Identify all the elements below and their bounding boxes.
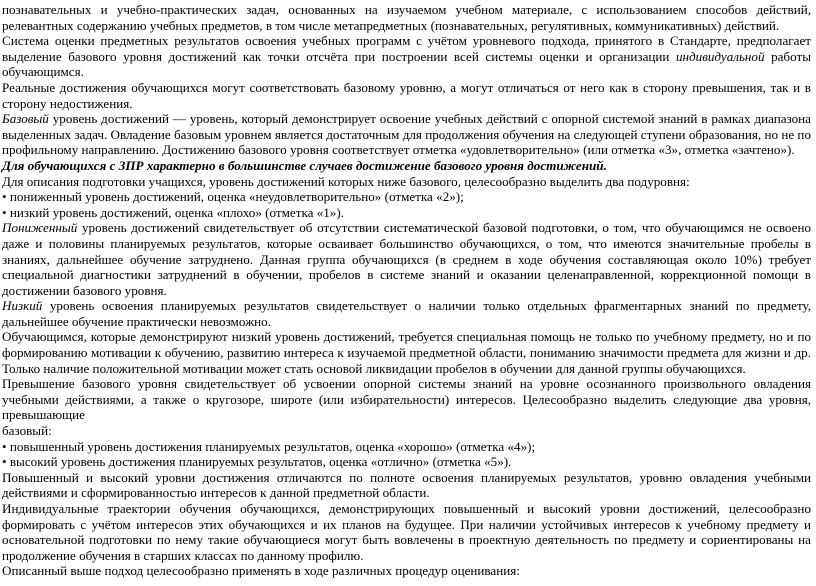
paragraph (2, 33, 811, 80)
paragraph (2, 454, 811, 470)
text-run: Повышенный и высокий уровни достижения отличаются по полноте освоения планируемых результатов, уровню овладения учебными действиями и сформированностью интересов к данной предметной области. (2, 469, 811, 501)
paragraph (2, 174, 811, 190)
paragraph (2, 298, 811, 329)
text-run: • пониженный уровень достижений, оценка «неудовлетворительно» (отметка «2»); (2, 189, 464, 205)
text-run: Реальные достижения обучающихся могут соответствовать базовому уровню, а могут отличаться от него как в сторону превышения, так и в сторону недостижения. (2, 79, 811, 111)
text-run: уровень достижений — уровень, который демонстрирует освоение учебных действий с опорной системой знаний в рамках диапазона выделенных задач. Овладение базовым уровнем является достаточным для продолжения обучения на следующей ступени образования, но не по профильному направлению. Достижению базового уровня соответствует отметка «удовлетворительно» (или отметка «3», отметка «зачтено»). (2, 111, 811, 158)
paragraph (2, 376, 811, 423)
text-run: Индивидуальные траектории обучения обучающихся, демонстрирующих повышенный и высокий уровни достижений, целесообразно формировать с учётом интересов этих обучающихся и их планов на будущее. При наличии устойчивых интересов к учебному предмету и основательной подготовки по нему такие обучающиеся могут быть вовлечены в проектную деятельность по предмету и сориентированы на продолжение обучения в старших классах по данному профилю. (2, 501, 811, 563)
text-run: • низкий уровень достижений, оценка «плохо» (отметка «1»). (2, 204, 344, 220)
paragraph (2, 158, 811, 174)
emphasis-text: индивидуальной (675, 48, 765, 64)
paragraph (2, 220, 811, 298)
document-body (0, 2, 813, 579)
text-run: познавательных и учебно-практических задач, основанных на изучаемом учебном материале, с использованием способов действий, релевантных содержанию учебных предметов, в том числе метапредметных (познавательных, регулятивных, коммуникативных) действий. (2, 2, 811, 33)
emphasis-text: Базовый (2, 111, 49, 127)
paragraph (2, 439, 811, 455)
emphasis-text: Для обучающихся с ЗПР характерно в большинстве случаев достижение базового уровня достижений. (2, 157, 607, 173)
text-run: Система оценки предметных результатов освоения учебных программ с учётом уровневого подхода, принятого в Стандарте, предполагает выделение базового уровня достижений как точки отсчёта при построении всей системы оценки и организации (2, 33, 811, 64)
text-run: Обучающимся, которые демонстрируют низкий уровень достижений, требуется специальная помощь не только по учебному предмету, но и по формированию мотивации к обучению, развитию интереса к изучаемой предметной области, пониманию значимости предмета для жизни и др. Только наличие положительной мотивации может стать основой ликвидации пробелов в обучении для данной группы обучающихся. (2, 329, 811, 376)
paragraph (2, 423, 811, 439)
paragraph (2, 563, 811, 579)
emphasis-text: Низкий (2, 298, 43, 314)
paragraph (2, 205, 811, 221)
text-run: работы обучающимся. (2, 48, 811, 80)
paragraph (2, 501, 811, 563)
text-run: Для описания подготовки учащихся, уровень достижений которых ниже базового, целесообразно выделить два подуровня: (2, 173, 690, 189)
emphasis-text: Пониженный (2, 220, 78, 236)
text-run: Превышение базового уровня свидетельствует об усвоении опорной системы знаний на уровне осознанного произвольного овладения учебными действиями, а также о кругозоре, широте (или избирательности) интересов. Целесообразно выделить следующие два уровня, превышающие (2, 376, 811, 423)
paragraph (2, 470, 811, 501)
paragraph (2, 189, 811, 205)
paragraph (2, 329, 811, 376)
paragraph (2, 80, 811, 111)
paragraph (2, 111, 811, 158)
text-run: базовый: (2, 423, 52, 439)
text-run: уровень освоения планируемых результатов свидетельствует о наличии только отдельных фрагментарных знаний по предмету, дальнейшее обучение практически невозможно. (2, 298, 811, 329)
text-run: • высокий уровень достижения планируемых результатов, оценка «отлично» (отметка «5»). (2, 454, 512, 470)
text-run: • повышенный уровень достижения планируемых результатов, оценка «хорошо» (отметка «4»); (2, 438, 536, 454)
text-run: Описанный выше подход целесообразно применять в ходе различных процедур оценивания: (2, 563, 520, 579)
text-run: уровень достижений свидетельствует об отсутствии систематической базовой подготовки, о том, что обучающимся не освоено даже и половины планируемых результатов, которые осваивает большинство обучающихся, о том, что имеются значительные пробелы в знаниях, дальнейшее обучение затруднено. Данная группа обучающихся (в среднем в ходе обучения составляющая около 10%) требует специальной диагностики затруднений в обучении, пробелов в системе знаний и оказании целенаправленной, коррекционной помощи в достижении базового уровня. (2, 220, 811, 298)
paragraph (2, 2, 811, 33)
